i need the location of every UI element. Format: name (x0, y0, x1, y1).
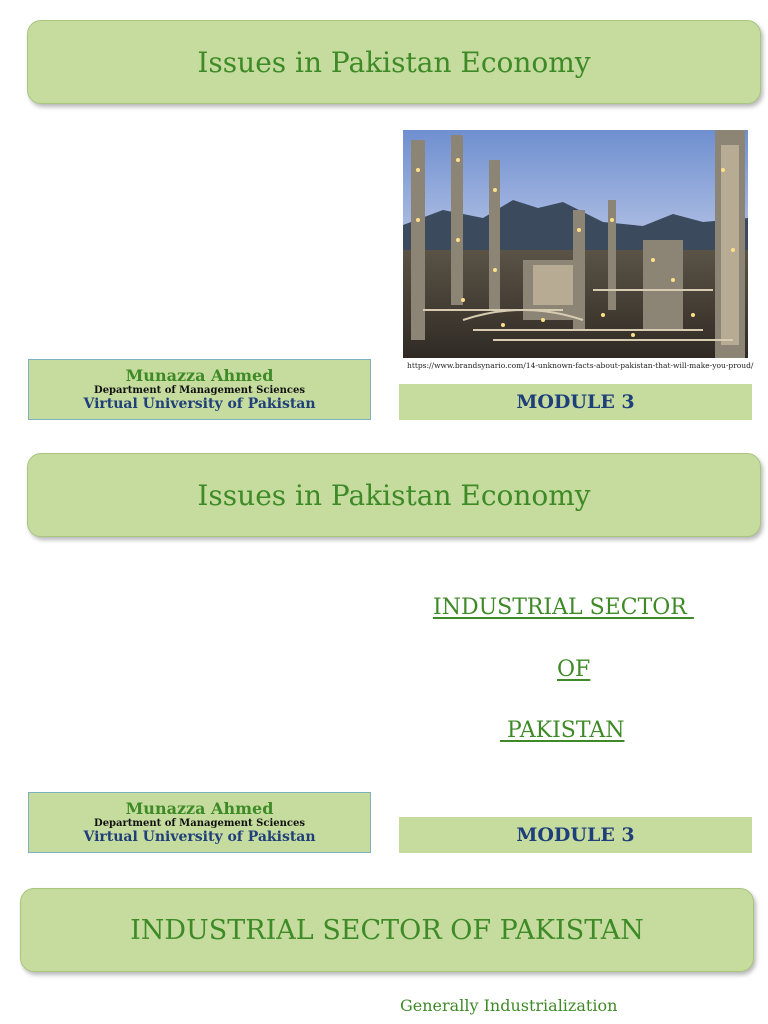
page-title: Issues in Pakistan Economy (197, 478, 591, 512)
module-box (399, 817, 752, 853)
module-label: MODULE 3 (516, 391, 635, 413)
author-name: Munazza Ahmed (125, 798, 274, 818)
author-box (28, 359, 371, 420)
sector-heading-line: PAKISTAN (500, 718, 625, 743)
page-title: Issues in Pakistan Economy (197, 45, 591, 79)
title-banner (20, 888, 754, 972)
title-banner (27, 453, 761, 537)
image-credit-link[interactable]: https://www.brandsynario.com/14-unknown-facts-about-pakistan-that-will-make-you-proud/ (407, 361, 754, 370)
author-name: Munazza Ahmed (125, 365, 274, 385)
sector-heading-line: INDUSTRIAL SECTOR (433, 595, 694, 620)
module-label: MODULE 3 (516, 824, 635, 846)
refinery-illustration (403, 130, 748, 358)
sector-heading-line: OF (557, 657, 591, 682)
title-banner (27, 20, 761, 104)
author-box (28, 792, 371, 853)
author-department: Department of Management Sciences (94, 817, 305, 829)
author-department: Department of Management Sciences (94, 384, 305, 396)
module-box (399, 384, 752, 420)
page-title: INDUSTRIAL SECTOR OF PAKISTAN (130, 914, 644, 946)
author-university: Virtual University of Pakistan (83, 396, 316, 413)
refinery-photo (403, 130, 748, 358)
author-university: Virtual University of Pakistan (83, 829, 316, 846)
body-text: Generally Industrialization (400, 996, 618, 1015)
